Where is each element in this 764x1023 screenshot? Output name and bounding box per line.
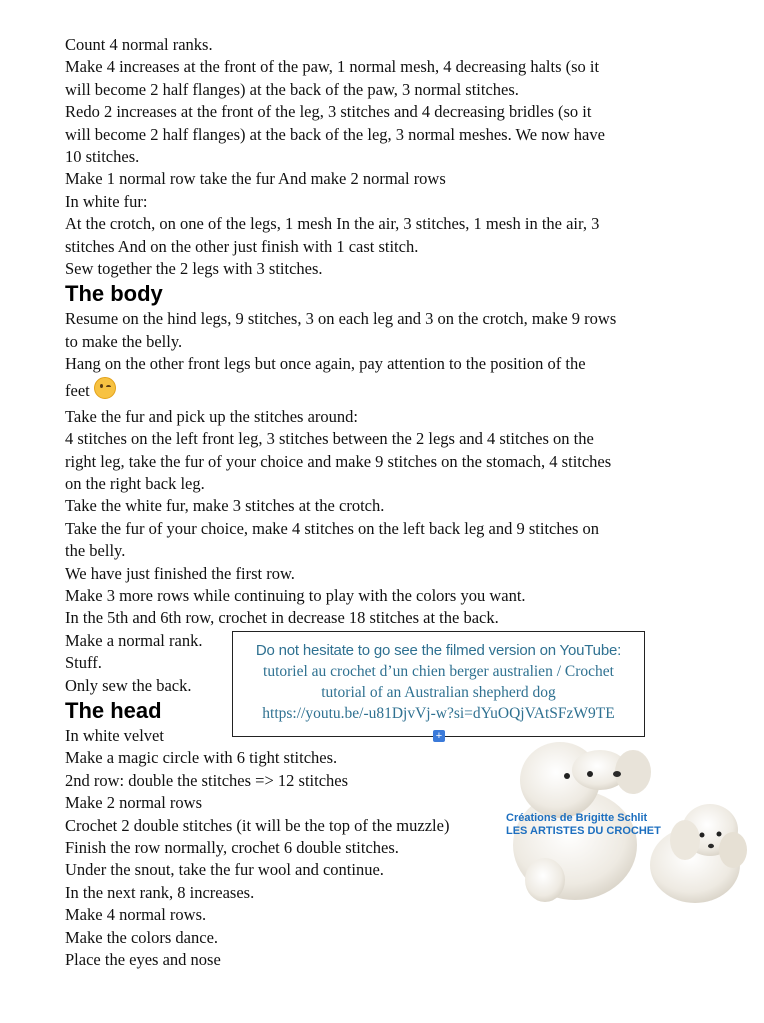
section-heading-body: The body (65, 281, 163, 307)
text-line: In white velvet (65, 725, 164, 745)
text-line: Make 2 normal rows (65, 793, 203, 813)
youtube-title-line[interactable]: tutorial of an Australian shepherd dog (321, 684, 556, 701)
text-line: Make the colors dance. (65, 927, 219, 947)
credit-line: Créations de Brigitte Schlit (506, 812, 648, 824)
youtube-url[interactable]: https://youtu.be/-u81DjvVj-w?si=dYuOQjVAtSFzW9TE (262, 705, 615, 722)
text-line: 2nd row: double the stitches => 12 stitches (65, 770, 349, 790)
text-line: 4 stitches on the left front leg, 3 stitches between the 2 legs and 4 stitches on the (65, 429, 594, 449)
text-line: Make a normal rank. (65, 630, 203, 650)
text-line: Make 4 normal rows. (65, 905, 207, 925)
text-line: Take the fur and pick up the stitches around: (65, 406, 359, 426)
intro-instructions (65, 34, 715, 280)
youtube-heading: Do not hesitate to go see the filmed version on YouTube: (255, 642, 622, 659)
youtube-link-box[interactable] (232, 631, 645, 742)
text-line: Redo 2 increases at the front of the leg, 3 stitches and 4 decreasing bridles (so it (65, 102, 592, 122)
section-heading-head: The head (65, 697, 162, 723)
text-line: Make 4 increases at the front of the paw, 1 normal mesh, 4 decreasing halts (so it (65, 57, 600, 77)
text-line: In the next rank, 8 increases. (65, 882, 255, 902)
text-line: stitches And on the other just finish with 1 cast stitch. (65, 236, 419, 256)
text-line: 10 stitches. (65, 147, 140, 167)
credit-line: LES ARTISTES DU CROCHET (506, 825, 661, 837)
text-line: Place the eyes and nose (65, 950, 221, 970)
text-line: Take the fur of your choice, make 4 stitches on the left back leg and 9 stitches on (65, 518, 600, 538)
text-line: At the crotch, on one of the legs, 1 mesh In the air, 3 stitches, 1 mesh in the air, 3 (65, 214, 600, 234)
text-line: Only sew the back. (65, 675, 192, 695)
text-line (65, 376, 715, 406)
expand-plus-icon[interactable]: + (433, 730, 445, 742)
text-line: right leg, take the fur of your choice and make 9 stitches on the stomach, 4 stitches (65, 451, 612, 471)
text-line: In white fur: (65, 191, 148, 211)
text-line: Crochet 2 double stitches (it will be the top of the muzzle) (65, 815, 450, 835)
small-plush-dog (650, 804, 747, 903)
text-line: Finish the row normally, crochet 6 double stitches. (65, 838, 399, 857)
text-line: Make 3 more rows while continuing to play with the colors you want. (65, 585, 526, 605)
text-line: In the 5th and 6th row, crochet in decrease 18 stitches at the back. (65, 608, 499, 628)
text-line: Stuff. (65, 653, 102, 673)
text-line: Hang on the other front legs but once again, pay attention to the position of the (65, 354, 586, 374)
feet-word: feet (65, 380, 90, 400)
text-line: Make 1 normal row take the fur And make 2 normal rows (65, 169, 446, 189)
text-line: the belly. (65, 541, 126, 561)
text-line: Count 4 normal ranks. (65, 35, 213, 54)
text-line: Resume on the hind legs, 9 stitches, 3 on each leg and 3 on the crotch, make 9 rows (65, 309, 617, 329)
text-line: Sew together the 2 legs with 3 stitches. (65, 259, 323, 279)
text-line: on the right back leg. (65, 473, 205, 493)
text-line: to make the belly. (65, 331, 183, 351)
photo-credit (506, 812, 661, 838)
wink-emoji-icon (94, 377, 116, 399)
text-line: Take the white fur, make 3 stitches at the crotch. (65, 496, 385, 516)
text-line: Make a magic circle with 6 tight stitches. (65, 748, 338, 768)
text-line: will become 2 half flanges) at the back of the paw, 3 normal stitches. (65, 79, 519, 99)
text-line: will become 2 half flanges) at the back of the leg, 3 normal meshes. We now have (65, 124, 605, 144)
text-line: We have just finished the first row. (65, 563, 295, 583)
youtube-title-line[interactable]: tutoriel au crochet d’un chien berger australien / Crochet (263, 663, 614, 680)
text-line: Under the snout, take the fur wool and continue. (65, 860, 384, 880)
